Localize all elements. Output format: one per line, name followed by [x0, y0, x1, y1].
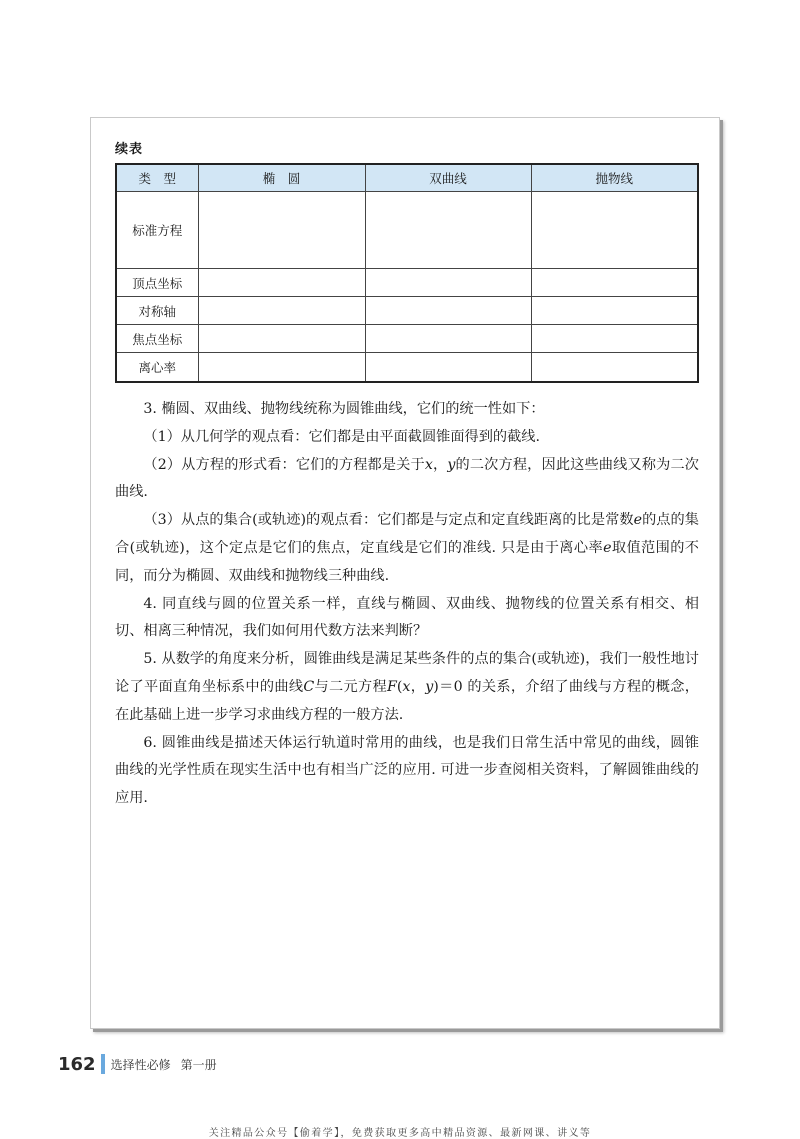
- header-type: 类 型: [116, 164, 198, 192]
- conic-comparison-table: [115, 163, 699, 383]
- table-cell: [365, 325, 531, 353]
- table-cell: [531, 192, 698, 269]
- page-footer: [58, 1053, 217, 1075]
- header-hyperbola: 双曲线: [365, 164, 531, 192]
- text-run: 的二次方程，因此这些曲线又称为二次曲线.: [115, 456, 699, 501]
- row-label-standard-equation: 标准方程: [116, 192, 198, 269]
- body-text: [115, 396, 699, 813]
- row-label-vertex: 顶点坐标: [116, 269, 198, 297]
- math-var: y: [425, 678, 434, 695]
- paragraph-6: 6. 圆锥曲线是描述天体运行轨道时常用的曲线，也是我们日常生活中常见的曲线，圆锥曲线的光学性质在现实生活中也有相当广泛的应用. 可进一步查阅相关资料，了解圆锥曲线的应用.: [115, 734, 699, 807]
- row-label-eccentricity: 离心率: [116, 353, 198, 382]
- table-cell: [531, 353, 698, 382]
- text-run: )＝0 的关系，介绍了曲线与方程的概念，在此基础上进一步学习求曲线方程的一般方法.: [115, 678, 699, 723]
- table-cell: [198, 353, 365, 382]
- book-volume: 第一册: [180, 1057, 217, 1072]
- header-parabola: 抛物线: [531, 164, 698, 192]
- table-cell: [531, 297, 698, 325]
- math-var: x: [402, 678, 411, 695]
- math-var: x: [424, 456, 433, 473]
- row-label-axis: 对称轴: [116, 297, 198, 325]
- text-run: ，: [432, 456, 448, 473]
- row-label-focus: 焦点坐标: [116, 325, 198, 353]
- paragraph-3-1: （1）从几何学的观点看：它们都是由平面截圆锥面得到的截线.: [143, 428, 540, 445]
- table-cell: [198, 192, 365, 269]
- math-var: F: [387, 678, 397, 695]
- table-row: [116, 269, 698, 297]
- table-cell: [198, 297, 365, 325]
- table-cell: [365, 353, 531, 382]
- table-row: [116, 353, 698, 382]
- header-ellipse: 椭 圆: [198, 164, 365, 192]
- math-var: e: [633, 512, 643, 529]
- book-title: 选择性必修: [110, 1057, 171, 1072]
- text-run: 与二元方程: [314, 678, 388, 695]
- math-var: y: [447, 456, 456, 473]
- table-header-row: [116, 164, 698, 192]
- text-run: （2）从方程的形式看：它们的方程都是关于: [143, 456, 425, 473]
- table-cell: [198, 325, 365, 353]
- table-caption: 续表: [115, 142, 144, 157]
- text-run: 取值范围的不同，而分为椭圆、双曲线和抛物线三种曲线.: [115, 539, 699, 584]
- table-cell: [365, 297, 531, 325]
- table-row: [116, 192, 698, 269]
- text-run: 5. 从数学的角度来分析，圆锥曲线是满足某些条件的点的集合(或轨迹)，我们一般性地讨论了平面直角坐标系中的曲线: [115, 651, 699, 695]
- table-cell: [365, 269, 531, 297]
- text-run: 的点的集合(或轨迹)，这个定点是它们的焦点，定直线是它们的准线. 只是由于离心率: [115, 512, 699, 556]
- table-cell: [365, 192, 531, 269]
- table-row: [116, 297, 698, 325]
- math-var: C: [303, 678, 315, 695]
- math-var: e: [603, 539, 612, 556]
- paragraph-5: [115, 646, 699, 729]
- paragraph-3-3: [115, 507, 699, 590]
- promo-banner: 关注精品公众号【偷着学】，免费获取更多高中精品资源、最新网课、讲义等: [208, 1128, 592, 1139]
- table-cell: [531, 325, 698, 353]
- paragraph-3-2: [115, 452, 699, 508]
- table-row: [116, 325, 698, 353]
- text-run: ，: [410, 678, 426, 695]
- footer-accent-bar: [101, 1054, 105, 1074]
- paragraph-3: 3. 椭圆、双曲线、抛物线统称为圆锥曲线，它们的统一性如下：: [143, 401, 545, 417]
- table-cell: [531, 269, 698, 297]
- paragraph-4: 4. 同直线与圆的位置关系一样，直线与椭圆、双曲线、抛物线的位置关系有相交、相切、相离三种情况，我们如何用代数方法来判断？: [115, 595, 699, 640]
- table-cell: [198, 269, 365, 297]
- page-number: 162: [58, 1053, 96, 1075]
- text-run: (: [396, 678, 403, 695]
- text-run: （3）从点的集合(或轨迹)的观点看：它们都是与定点和定直线距离的比是常数: [143, 512, 634, 529]
